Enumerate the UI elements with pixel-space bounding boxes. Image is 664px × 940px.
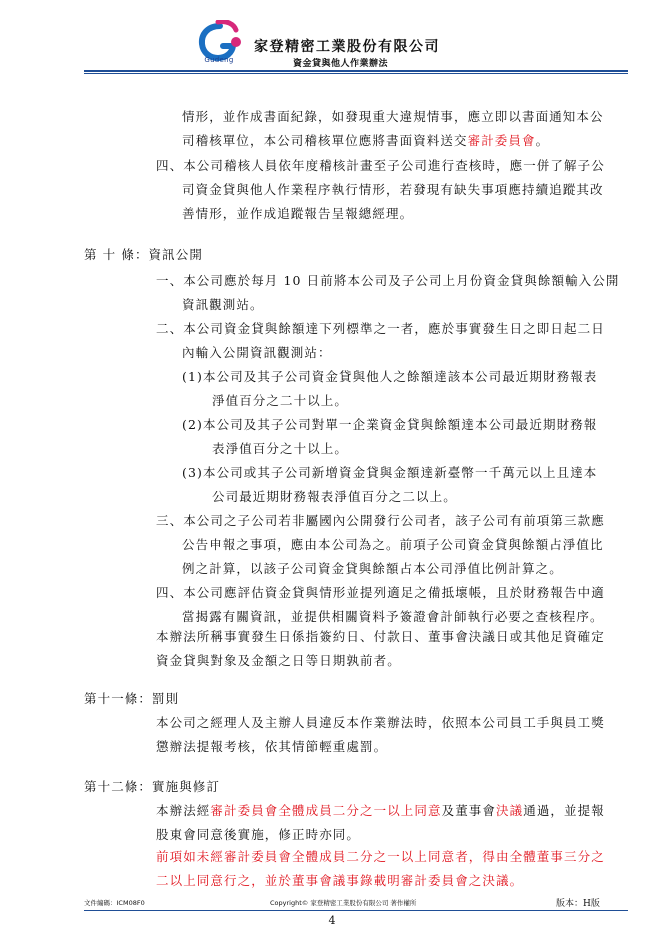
text-line: 資金貸與對象及金額之日等日期孰前者。 bbox=[156, 653, 401, 668]
text-line: 本公司之經理人及主辦人員違反本作業辦法時，依照本公司員工手與員工獎 bbox=[156, 715, 605, 730]
header-rule-thin bbox=[84, 73, 628, 74]
page-number: 4 bbox=[328, 914, 336, 927]
document-code: 文件編碼：ICM08F0 bbox=[84, 899, 145, 907]
article-heading: 第十一條：罰則 bbox=[84, 691, 180, 706]
text-line: (1)本公司及其子公司資金貸與他人之餘額達該本公司最近期財務報表 bbox=[182, 369, 598, 384]
text-line: 股東會同意後實施，修正時亦同。 bbox=[156, 827, 361, 842]
text-line: 情形，並作成書面紀錄，如發現重大違規情事，應立即以書面通知本公 bbox=[182, 109, 604, 124]
text-line-red: 前項如未經審計委員會全體成員二分之一以上同意者，得由全體董事三分之 bbox=[156, 849, 605, 864]
text-line: 例之計算，以該子公司資金貸與餘額占本公司淨值比例計算之。 bbox=[182, 561, 563, 576]
header-rule bbox=[84, 70, 628, 72]
text-line: 本辦法所稱事實發生日係指簽約日、付款日、董事會決議日或其他足資確定 bbox=[156, 629, 605, 644]
text-line-red: 二以上同意行之，並於董事會議事錄載明審計委員會之決議。 bbox=[156, 873, 524, 888]
article-heading: 第十二條：實施與修訂 bbox=[84, 779, 221, 794]
text-line: 公司最近期財務報表淨值百分之二以上。 bbox=[212, 489, 457, 504]
text-line: 公告申報之事項，應由本公司為之。前項子公司資金貸與餘額占淨值比 bbox=[182, 537, 604, 552]
text-line: 善情形，並作成追蹤報告呈報總經理。 bbox=[182, 206, 414, 221]
copyright-notice: Copyright© 家登精密工業股份有限公司 著作權所 bbox=[270, 899, 417, 907]
text-line: 四、本公司應評估資金貸與情形並提列適足之備抵壞帳，且於財務報告中適 bbox=[156, 585, 605, 600]
text-line: 資訊觀測站。 bbox=[182, 297, 264, 312]
text-line: 二、本公司資金貸與餘額達下列標準之一者，應於事實發生日之即日起二日 bbox=[156, 321, 605, 336]
text-line: 四、本公司稽核人員依年度稽核計畫至子公司進行查核時，應一併了解子公 bbox=[156, 158, 605, 173]
text-line: 內輸入公開資訊觀測站： bbox=[182, 345, 332, 360]
version-label: 版本：H版 bbox=[556, 899, 600, 909]
text-line: 三、本公司之子公司若非屬國內公開發行公司者，該子公司有前項第三款應 bbox=[156, 513, 605, 528]
text-line: 當揭露有關資訊，並提供相關資料予簽證會計師執行必要之查核程序。 bbox=[182, 609, 604, 624]
footer-rule bbox=[84, 910, 628, 911]
text-line: 懲辦法提報考核，依其情節輕重處罰。 bbox=[156, 739, 388, 754]
text-line: (3)本公司或其子公司新增資金貸與金額達新臺幣一千萬元以上且達本 bbox=[182, 465, 598, 480]
text-line: 淨值百分之二十以上。 bbox=[212, 393, 349, 408]
text-line: 司稽核單位，本公司稽核單位應將書面資料送交審計委員會。 bbox=[182, 133, 550, 148]
text-line: (2)本公司及其子公司對單一企業資金貸與餘額達本公司最近期財務報 bbox=[182, 417, 598, 432]
text-line: 一、本公司應於每月 10 日前將本公司及子公司上月份資金貸與餘額輸入公開 bbox=[156, 273, 620, 288]
text-line: 司資金貸與他人作業程序執行情形，若發現有缺失事項應持續追蹤其改 bbox=[182, 182, 604, 197]
text-line: 本辦法經審計委員會全體成員二分之一以上同意及董事會決議通過，並提報 bbox=[156, 803, 605, 818]
document-title: 資金貸與他人作業辦法 bbox=[293, 59, 389, 69]
audit-committee-highlight: 審計委員會 bbox=[467, 133, 536, 148]
article-heading: 第 十 條：資訊公開 bbox=[84, 247, 203, 262]
text-line: 表淨值百分之十以上。 bbox=[212, 441, 349, 456]
company-name: 家登精密工業股份有限公司 bbox=[254, 39, 440, 55]
logo-wordmark: Gudeng bbox=[204, 56, 234, 64]
